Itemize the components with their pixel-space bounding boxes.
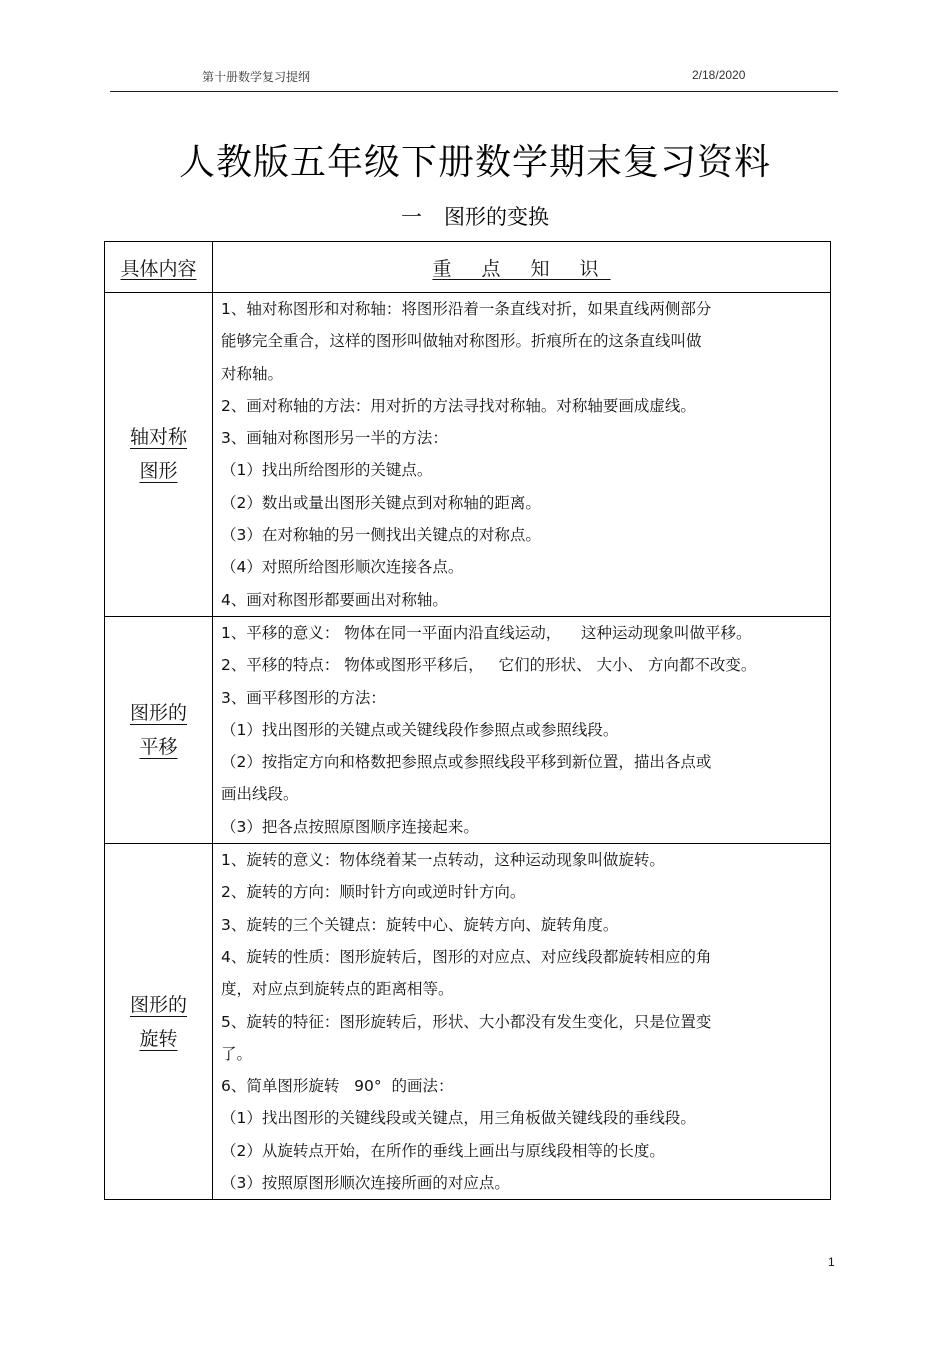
knowledge-line: 3、画平移图形的方法： (221, 688, 386, 707)
knowledge-line: 3、旋转的三个关键点：旋转中心、旋转方向、旋转角度。 (221, 915, 619, 934)
knowledge-line: 了。 (221, 1044, 253, 1063)
column-header-key-knowledge: 重 点 知 识 (213, 242, 831, 293)
knowledge-line: （3）在对称轴的另一侧找出关键点的对称点。 (221, 526, 541, 545)
knowledge-line: 2、旋转的方向：顺时针方向或逆时针方向。 (221, 883, 526, 902)
page-number: 1 (828, 1255, 835, 1269)
knowledge-line: （2）数出或量出图形关键点到对称轴的距离。 (221, 493, 541, 512)
knowledge-line: （1）找出图形的关键线段或关键点，用三角板做关键线段的垂线段。 (221, 1109, 696, 1128)
knowledge-line: 1、旋转的意义：物体绕着某一点转动，这种运动现象叫做旋转。 (221, 851, 665, 870)
column-header-content: 具体内容 (105, 242, 213, 293)
knowledge-line: 度，对应点到旋转点的距离相等。 (221, 980, 454, 999)
topic-cell: 轴对称 图形 (105, 293, 213, 617)
topic-cell: 图形的 平移 (105, 616, 213, 843)
knowledge-cell (213, 844, 831, 1200)
topic-cell: 图形的 旋转 (105, 844, 213, 1200)
knowledge-line: （2）按指定方向和格数把参照点或参照线段平移到新位置，描出各点或 (221, 753, 712, 772)
knowledge-line: 6、简单图形旋转 90° 的画法： (221, 1077, 454, 1096)
table-row (105, 293, 831, 617)
knowledge-line: 4、旋转的性质：图形旋转后，图形的对应点、对应线段都旋转相应的角 (221, 947, 712, 966)
knowledge-line: （2）从旋转点开始，在所作的垂线上画出与原线段相等的长度。 (221, 1141, 665, 1160)
knowledge-cell (213, 616, 831, 843)
table-header-row (105, 242, 831, 293)
table-row (105, 844, 831, 1200)
knowledge-line: 2、画对称轴的方法：用对折的方法寻找对称轴。对称轴要画成虚线。 (221, 396, 696, 415)
header-divider (110, 91, 838, 92)
knowledge-line: 4、画对称图形都要画出对称轴。 (221, 590, 448, 609)
knowledge-line: 2、平移的特点： 物体或图形平移后， 它们的形状、 大小、 方向都不改变。 (221, 656, 757, 675)
running-header-date: 2/18/2020 (692, 68, 746, 82)
knowledge-line: 5、旋转的特征：图形旋转后，形状、大小都没有发生变化，只是位置变 (221, 1012, 712, 1031)
knowledge-line: 能够完全重合，这样的图形叫做轴对称图形。折痕所在的这条直线叫做 (221, 332, 702, 351)
knowledge-line: 画出线段。 (221, 785, 299, 804)
knowledge-line: （1）找出所给图形的关键点。 (221, 461, 433, 480)
table-row (105, 616, 831, 843)
section-name: 图形的变换 (444, 205, 549, 229)
knowledge-cell (213, 293, 831, 617)
knowledge-line: （3）把各点按照原图顺序连接起来。 (221, 817, 479, 836)
knowledge-line: 对称轴。 (221, 364, 284, 383)
knowledge-line: （4）对照所给图形顺次连接各点。 (221, 558, 464, 577)
knowledge-line: 3、画轴对称图形另一半的方法： (221, 429, 448, 448)
knowledge-line: 1、平移的意义： 物体在同一平面内沿直线运动， 这种运动现象叫做平移。 (221, 623, 752, 642)
review-outline-table (104, 241, 831, 1200)
knowledge-line: （1）找出图形的关键点或关键线段作参照点或参照线段。 (221, 720, 619, 739)
section-heading (0, 201, 950, 231)
running-header-title: 第十册数学复习提纲 (202, 70, 311, 84)
knowledge-line: （3）按照原图形顺次连接所画的对应点。 (221, 1174, 510, 1193)
knowledge-line: 1、轴对称图形和对称轴：将图形沿着一条直线对折，如果直线两侧部分 (221, 300, 712, 318)
section-number: 一 (401, 205, 422, 229)
document-title: 人教版五年级下册数学期末复习资料 (178, 142, 771, 183)
